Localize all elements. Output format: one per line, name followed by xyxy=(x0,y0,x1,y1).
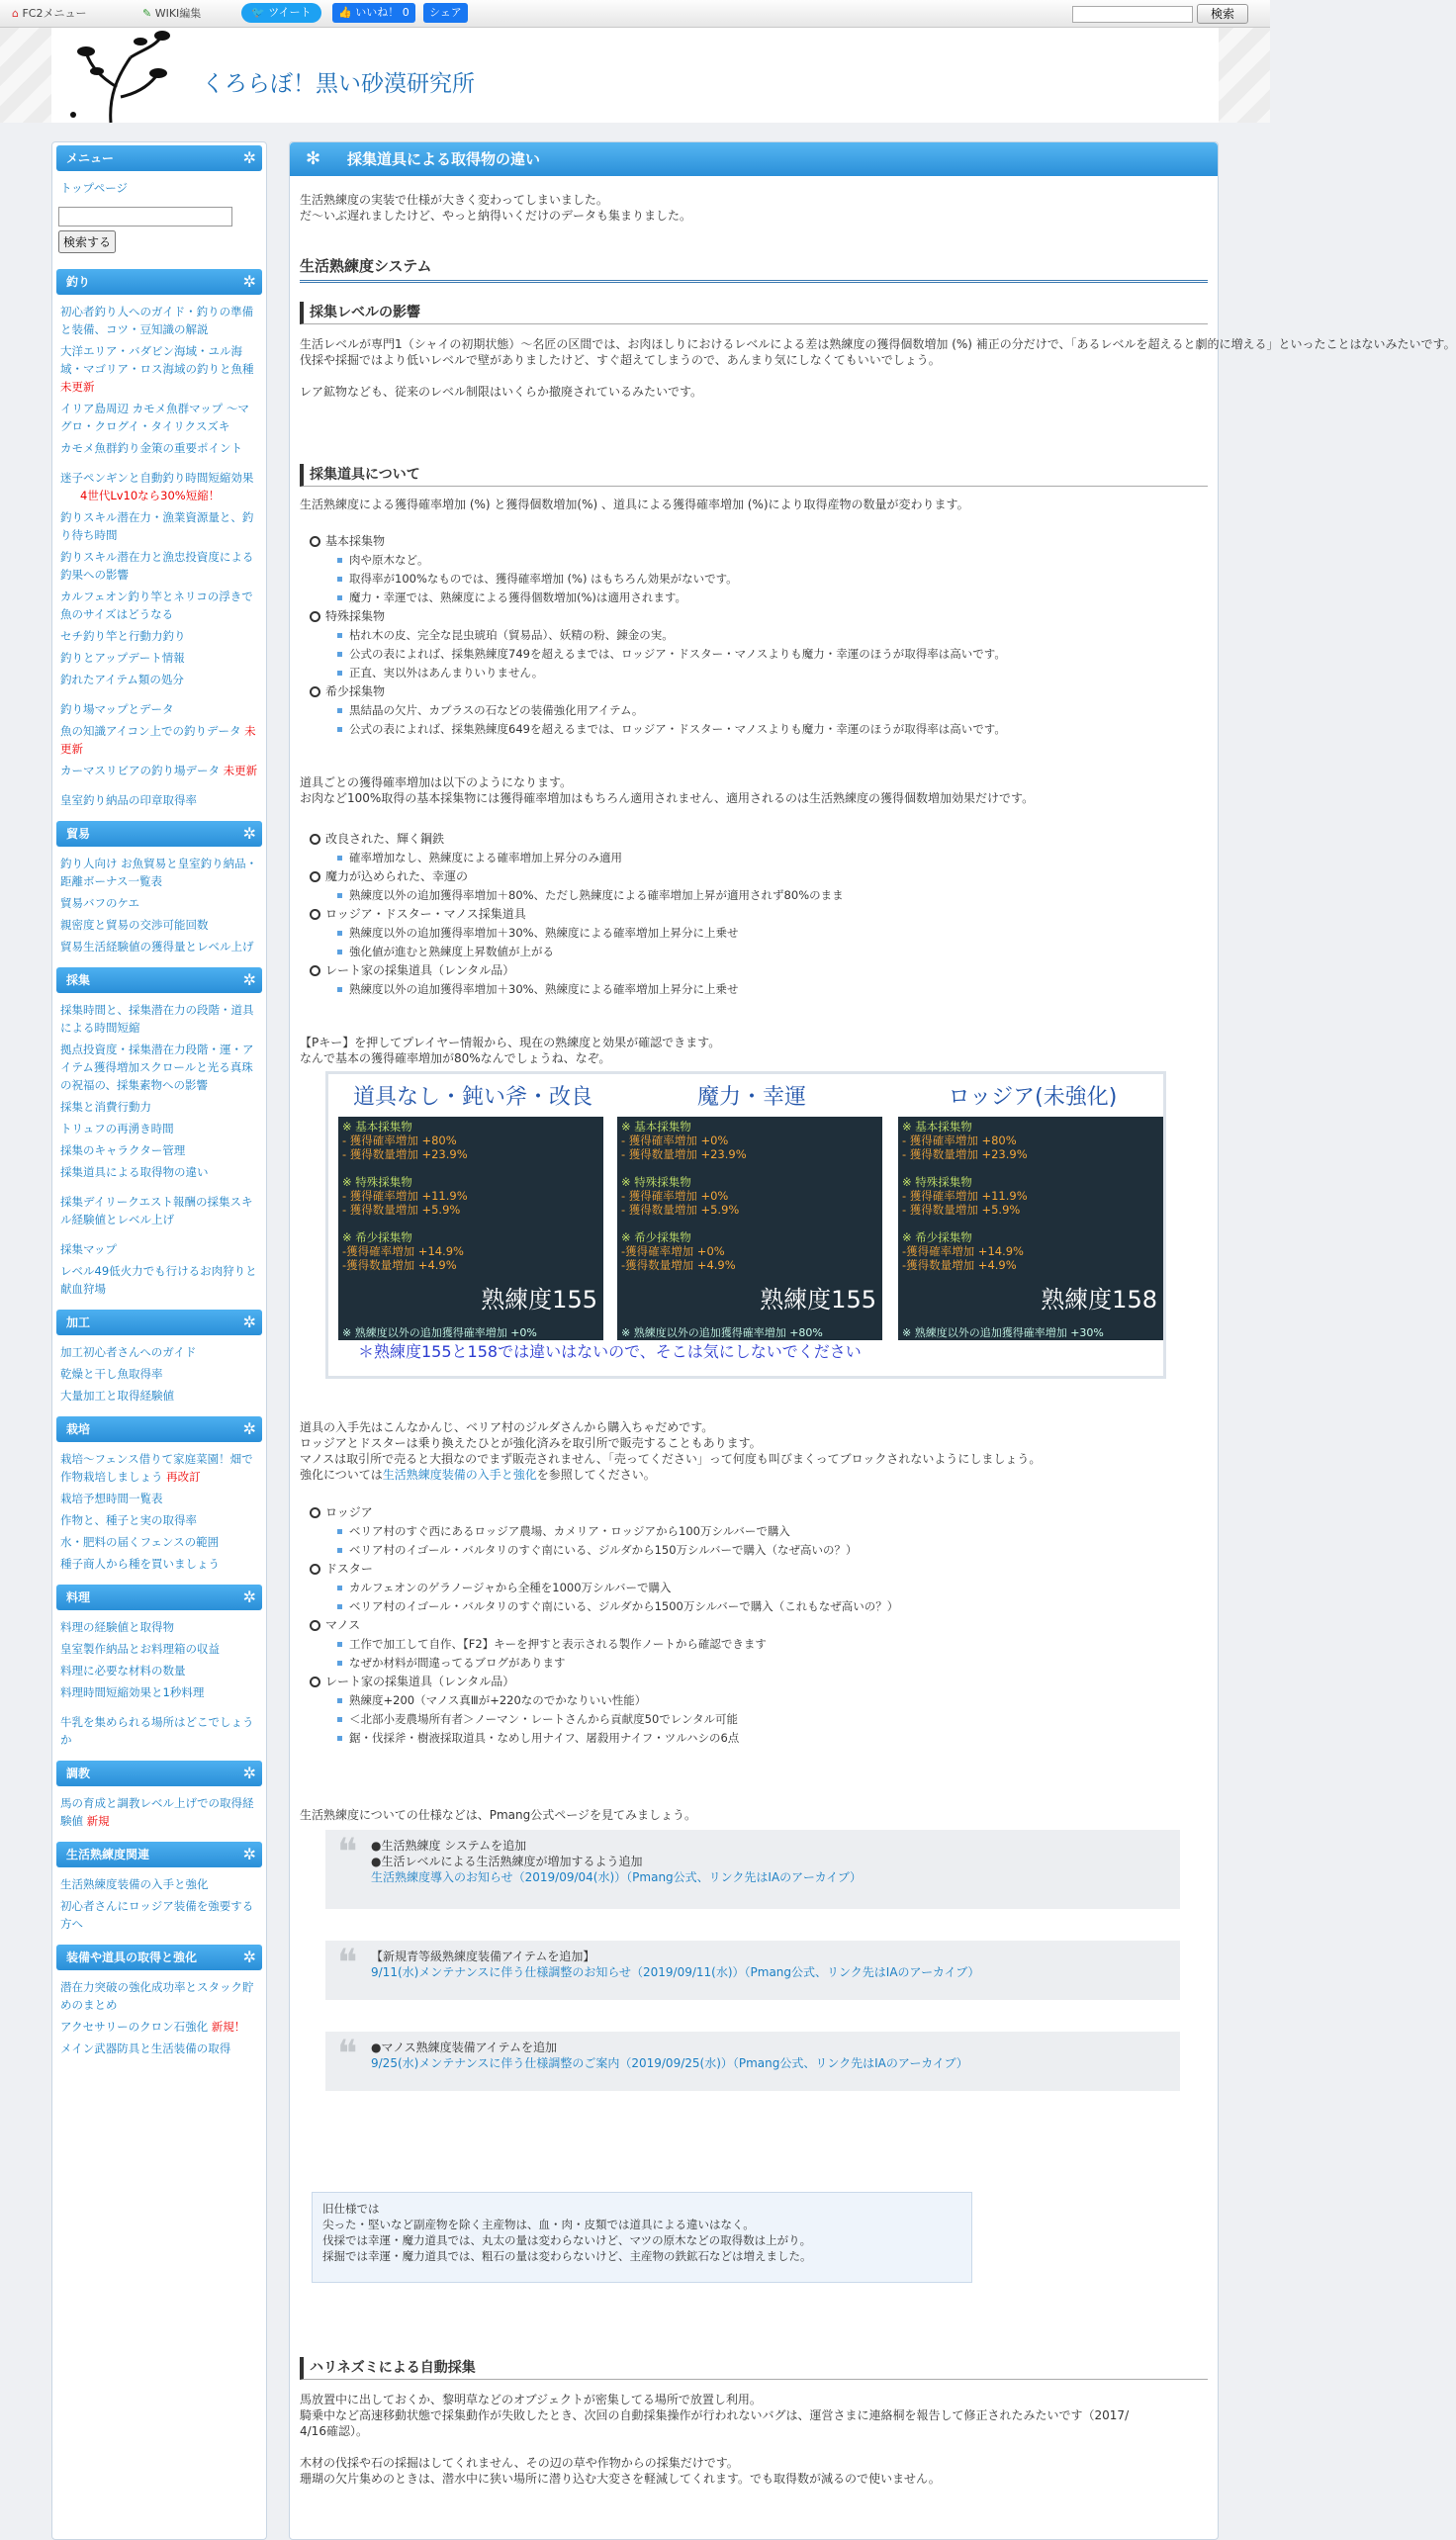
sidebar-section-links xyxy=(52,1335,266,1405)
old-spec-line: 伐採では幸運・魔力道具では、丸太の量は変わらないけど、マツの原木などの取得数は上がり。 xyxy=(322,2233,812,2247)
quote-mark-icon: ❝ xyxy=(337,2032,358,2075)
source-list-subitem: 工作で加工して自作、【F2】キーを押すと表示される製作ノートから確認できます xyxy=(337,1636,767,1652)
sidebar-menu-title: メニュー xyxy=(66,151,115,165)
star-icon: ✲ xyxy=(242,1419,256,1438)
sidebar-link[interactable]: トリュフの再湧き時間 xyxy=(60,1122,174,1135)
body-line: 木材の伐採や石の採掘はしてくれません、その辺の草や作物からの採集だけです。 xyxy=(300,2456,739,2470)
intro-line: 生活熟練度の実装で仕様が大きく変わってしまいました。 xyxy=(300,193,608,207)
stats-panel-note: ＊熟練度155と158では違いはないので、そこは気にしないでください xyxy=(358,1342,862,1361)
sidebar-section-title: 料理 xyxy=(66,1590,91,1604)
sidebar-section-header xyxy=(56,1310,262,1335)
sidebar-link[interactable]: 親密度と貿易の交渉可能回数 xyxy=(60,918,209,932)
stats-column-heading: 魔力・幸運 xyxy=(696,1085,806,1110)
rate-list-subitem: 熟練度以外の追加獲得率増加＋80%、ただし熟練度による確率増加上昇が適用されず80%のまま xyxy=(337,887,844,903)
sidebar-top-link[interactable]: トップページ xyxy=(60,181,128,195)
sidebar-link[interactable]: 種子商人から種を買いましょう xyxy=(60,1557,220,1571)
sidebar-link[interactable]: 初心者釣り人へのガイド・釣りの準備と装備、コツ・豆知識の解説 xyxy=(60,305,254,336)
sidebar-section-header xyxy=(56,1585,262,1610)
new-badge: 未更新 xyxy=(60,380,95,394)
sidebar-link[interactable]: 採集と消費行動力 xyxy=(60,1100,151,1114)
rate-list-item: ロッジア・ドスター・マノス採集道具 xyxy=(310,906,526,922)
site-title[interactable]: くろらぼ！黒い砂漠研究所 xyxy=(202,71,475,97)
rate-list-subitem: 強化値が進むと熟練度上昇数値が上がる xyxy=(337,944,554,959)
old-spec-line: 採掘では幸運・魔力道具では、粗石の量は変わらないけど、主産物の鉄鉱石などは増えました。 xyxy=(322,2249,812,2263)
sidebar-section-links xyxy=(52,1610,266,1749)
stats-line: ※ 希少採集物 xyxy=(902,1230,972,1244)
body-line: レア鉱物なども、従来のレベル制限はいくらか撤廃されているみたいです。 xyxy=(300,385,703,399)
sidebar-link[interactable]: 料理の経験値と取得物 xyxy=(60,1620,174,1634)
sidebar-link[interactable]: アクセサリーのクロン石強化 新規！ xyxy=(60,2020,246,2034)
tool-list-subitem: 黒結晶の欠片、カプラスの石などの装備強化用アイテム。 xyxy=(337,702,643,718)
top-search-input[interactable] xyxy=(1072,6,1193,23)
old-spec-box xyxy=(312,2192,972,2283)
sidebar-section-title: 貿易 xyxy=(66,827,91,841)
fc2-menu[interactable] xyxy=(12,5,87,21)
sidebar-link[interactable]: 釣れたアイテム類の処分 xyxy=(60,673,184,686)
sidebar-section-links xyxy=(52,1442,266,1573)
crown-icon: ✻ xyxy=(306,148,321,169)
sidebar-link[interactable]: 料理時間短縮効果と1秒料理 xyxy=(60,1685,205,1699)
stats-line: ※ 基本採集物 xyxy=(902,1120,972,1134)
tool-list-subitem: 公式の表によれば、採集熟練度649を超えるまでは、ロッジア・ドスター・マノスよりも魔力・幸運のほうが取得率は高いです。 xyxy=(337,721,1006,737)
sidebar-link[interactable]: 釣りスキル潜在力・漁業資源量と、釣り待ち時間 xyxy=(60,510,254,542)
sidebar-link[interactable]: 潜在力突破の強化成功率とスタック貯めのまとめ xyxy=(60,1980,254,2012)
header-panel xyxy=(51,28,1219,123)
star-icon: ✲ xyxy=(242,970,256,989)
sidebar-link[interactable]: 加工初心者さんへのガイド xyxy=(60,1345,197,1359)
star-icon: ✲ xyxy=(242,1764,256,1782)
body-line: 伐採や採掘ではより低いレベルで壁がありましたけど、すぐ超えてしまうので、あんまり気にしなくてもいいでしょう。 xyxy=(300,353,941,367)
sidebar-link[interactable]: 貿易生活経験値の獲得量とレベル上げ xyxy=(60,940,254,953)
stats-line: ※ 希少採集物 xyxy=(342,1230,412,1244)
sidebar-section-title: 採集 xyxy=(66,973,91,987)
stats-line: -獲得確率増加 +14.9% xyxy=(902,1244,1024,1258)
sidebar-link[interactable]: 栽培～フェンス借りて家庭菜園！畑で作物栽培しましょう 再改訂 xyxy=(60,1452,253,1484)
sidebar-section-links xyxy=(52,1867,266,1933)
subsection-heading: ハリネズミによる自動採集 xyxy=(300,2357,1208,2380)
sidebar-link[interactable]: 釣り場マップとデータ xyxy=(60,702,174,716)
house-icon: ⌂ xyxy=(12,7,19,20)
sidebar-link[interactable]: メイン武器防具と生活装備の取得 xyxy=(60,2041,231,2055)
body-line: 生活熟練度による獲得確率増加 (%) と獲得個数増加(%) 、道具による獲得確率増加 (%)により取得産物の数量が変わります。 xyxy=(300,498,969,511)
quote-link[interactable]: 9/25(水)メンテナンスに伴う仕様調整のご案内（2019/09/25(水)）（Pmang公式、リンク先はIAのアーカイブ） xyxy=(371,2056,968,2070)
sidebar-link[interactable]: 貿易バフのケエ xyxy=(60,896,140,910)
sidebar-section-title: 調教 xyxy=(66,1767,91,1780)
stats-line: -獲得確率増加 +14.9% xyxy=(342,1244,464,1258)
stats-line: - 獲得確率増加 +80% xyxy=(902,1134,1017,1147)
body-line: 珊瑚の欠片集めのときは、潜水中に狭い場所に潜り込む大変さを軽減してくれます。でも取得数が減るので使いません。 xyxy=(300,2472,941,2486)
stats-line: ※ 基本採集物 xyxy=(342,1120,412,1134)
source-list-item: レート家の採集道具（レンタル品） xyxy=(310,1674,514,1689)
sidebar-link[interactable]: 水・肥料の届くフェンスの範囲 xyxy=(60,1535,220,1549)
stats-footnote: ※ 熟練度以外の追加獲得確率増加 +30% xyxy=(902,1326,1104,1339)
sidebar-section-title: 加工 xyxy=(66,1315,91,1329)
tool-list-subitem: 正直、実以外はあんまりいりません。 xyxy=(337,665,543,680)
sidebar-link[interactable]: 採集マップ xyxy=(60,1242,118,1256)
tweet-label: ツイート xyxy=(268,6,312,19)
share-button[interactable]: シェア xyxy=(423,3,468,23)
stats-line: ※ 希少採集物 xyxy=(621,1230,691,1244)
star-icon: ✲ xyxy=(242,1588,256,1606)
mastery-value: 熟練度158 xyxy=(1041,1286,1157,1314)
body-line: 馬放置中に出しておくか、黎明草などのオブジェクトが密集してる場所で放置し利用。 xyxy=(300,2393,762,2406)
main-content xyxy=(289,141,1456,2540)
sidebar-section-links xyxy=(52,847,266,955)
source-list-subitem: 鋸・伐採斧・樹液採取道具・なめし用ナイフ、屠殺用ナイフ・ツルハシの6点 xyxy=(337,1730,739,1746)
stats-panel-column xyxy=(898,1080,1167,1339)
body-line: ロッジアとドスターは乗り換えたひとが強化済みを取引所で販売することもあります。 xyxy=(300,1436,762,1450)
like-label: いいね！ 0 xyxy=(355,6,410,19)
body-line: 生活熟練度についての仕様などは、Pmang公式ページを見てみましょう。 xyxy=(300,1808,697,1822)
wiki-edit-label: WIKI編集 xyxy=(154,7,202,20)
stats-line: ※ 基本採集物 xyxy=(621,1120,691,1134)
star-icon: ✲ xyxy=(242,272,256,291)
star-icon: ✲ xyxy=(242,824,256,843)
stats-line: ※ 特殊採集物 xyxy=(621,1175,691,1189)
sidebar-link[interactable]: 採集デイリークエスト報酬の採集スキル経験値とレベル上げ xyxy=(60,1195,253,1226)
sidebar-link[interactable]: 生活熟練度装備の入手と強化 xyxy=(60,1877,209,1891)
body-line: 強化については生活熟練度装備の入手と強化を参照してください。 xyxy=(300,1468,656,1482)
sidebar-link[interactable]: 乾燥と干し魚取得率 xyxy=(60,1367,163,1381)
sidebar-link[interactable]: カーマスリビアの釣り場データ 未更新 xyxy=(60,764,258,777)
sidebar-link[interactable]: 拠点投資度・採集潜在力段階・運・アイテム獲得増加スクロールと光る真珠の祝福の、採集素物への影響 xyxy=(60,1043,254,1092)
source-list-item: マノス xyxy=(310,1617,360,1633)
sidebar-section-title: 栽培 xyxy=(66,1422,91,1436)
page-title: 採集道具による取得物の違い xyxy=(347,150,541,168)
mastery-value: 熟練度155 xyxy=(760,1286,876,1314)
mastery-gear-link[interactable]: 生活熟練度装備の入手と強化 xyxy=(382,1468,537,1482)
quote-line: ●マノス熟練度装備アイテムを追加 xyxy=(371,2041,557,2054)
stats-line: -獲得数量増加 +4.9% xyxy=(902,1258,1017,1272)
quote-link[interactable]: 9/11(水)メンテナンスに伴う仕様調整のお知らせ（2019/09/11(水)）（Pmang公式、リンク先はIAのアーカイブ） xyxy=(371,1965,980,1979)
quote-block xyxy=(325,1941,1180,2000)
quote-block xyxy=(325,2032,1180,2091)
sidebar-link[interactable]: レベル49低火力でも行けるお肉狩りと献血狩場 xyxy=(60,1264,257,1296)
top-search-button[interactable]: 検索 xyxy=(1197,4,1248,24)
sidebar-link[interactable]: 料理に必要な材料の数量 xyxy=(60,1664,186,1678)
sidebar-section-links xyxy=(52,993,266,1298)
stats-line: - 獲得数量増加 +23.9% xyxy=(902,1147,1028,1161)
quote-mark-icon: ❝ xyxy=(337,1830,358,1873)
body-line: 【Pキー】を押してプレイヤー情報から、現在の熟練度と効果が確認できます。 xyxy=(300,1036,721,1049)
source-list-item: ドスター xyxy=(310,1561,373,1577)
sidebar-link[interactable]: 馬の育成と調教レベル上げでの取得経験値 新規 xyxy=(60,1796,254,1828)
body-line: マノスは取引所で売ると大損なのでまず販売されません、「売ってください」って何度も叫びまくってブロックされないようにしましょう。 xyxy=(300,1452,1042,1466)
fc2-menu-label: FC2メニュー xyxy=(22,7,87,20)
source-list-item: ロッジア xyxy=(310,1504,373,1520)
quote-block xyxy=(325,1830,1180,1909)
sidebar xyxy=(51,141,267,2540)
sidebar-content xyxy=(52,142,266,2057)
tool-list-item: 特殊採集物 xyxy=(310,608,385,624)
body-line: 生活レベルが専門1（シャイの初期状態）～名匠の区間では、お肉ほしりにおけるレベルによる差は熟練度の獲得個数増加 (%) 補正の分だけで、「あるレベルを超えると劇的に増える」といったことはないみたいです。 xyxy=(300,337,1456,351)
stats-column-heading: 道具なし・鈍い斧・改良 xyxy=(352,1085,592,1110)
stats-box xyxy=(617,1117,882,1340)
thumb-icon: 👍 xyxy=(338,6,352,19)
tool-list-item: 希少採集物 xyxy=(310,683,385,699)
sidebar-link[interactable]: 栽培予想時間一覧表 xyxy=(60,1492,163,1505)
stats-line: - 獲得数量増加 +23.9% xyxy=(342,1147,468,1161)
sidebar-section-header xyxy=(56,821,262,847)
sidebar-section-title: 生活熟練度関連 xyxy=(66,1848,150,1861)
sidebar-link[interactable]: 釣りとアップデート情報 xyxy=(60,651,185,665)
sidebar-link[interactable]: 皇室釣り納品の印章取得率 xyxy=(60,793,197,807)
sidebar-section-header xyxy=(56,1761,262,1786)
sidebar-section-header xyxy=(56,269,262,295)
sidebar-link[interactable]: カモメ魚群釣り金策の重要ポイント xyxy=(60,441,242,455)
sidebar-link[interactable]: 大量加工と取得経験値 xyxy=(60,1389,174,1403)
mastery-value: 熟練度155 xyxy=(481,1286,597,1314)
top-toolbar xyxy=(0,0,1270,28)
tool-list-subitem: 肉や原木など。 xyxy=(337,552,429,568)
new-badge: 未更新 xyxy=(60,724,256,756)
body-line: 4/16確認）。 xyxy=(300,2424,368,2438)
sidebar-section-header xyxy=(56,1945,262,1970)
stats-line: -獲得数量増加 +4.9% xyxy=(621,1258,736,1272)
quote-line: ●生活熟練度 システムを追加 xyxy=(371,1839,527,1853)
section-heading: 生活熟練度システム xyxy=(300,255,1208,283)
body-line: お肉など100%取得の基本採集物には獲得確率増加はもちろん適用されません、適用されるのは生活熟練度の獲得個数増加効果だけです。 xyxy=(300,791,1035,805)
sidebar-search xyxy=(52,197,266,257)
stats-line xyxy=(342,1217,599,1230)
stats-box xyxy=(338,1117,603,1340)
rate-list-item: 魔力が込められた、幸運の xyxy=(310,868,468,884)
sidebar-section-links xyxy=(52,295,266,809)
new-badge: 再改訂 xyxy=(162,1470,201,1484)
stats-line: - 獲得確率増加 +0% xyxy=(621,1189,729,1203)
quote-mark-icon: ❝ xyxy=(337,1941,358,1984)
tool-list-subitem: 枯れ木の皮、完全な昆虫琥珀（貿易品）、妖精の粉、錬金の実。 xyxy=(337,627,674,643)
source-list-subitem: ベリア村のイゴール・バルタリのすぐ南にいる、ジルダから150万シルバーで購入（なぜ高いの？） xyxy=(337,1542,857,1558)
sidebar-section-title: 装備や道具の取得と強化 xyxy=(66,1950,198,1964)
quote-line: ●生活レベルによる生活熟練度が増加するよう追加 xyxy=(371,1855,643,1868)
sidebar-search-input[interactable] xyxy=(58,207,232,227)
sidebar-link[interactable]: 採集のキャラクター管理 xyxy=(60,1143,186,1157)
flower-silhouette-logo xyxy=(51,28,190,123)
new-badge: 新規 xyxy=(83,1814,110,1828)
rate-list-subitem: 熟練度以外の追加獲得率増加＋30%、熟練度による確率増加上昇分に上乗せ xyxy=(337,981,739,997)
sidebar-link[interactable]: 大洋エリア・バダビン海域・ユル海域・マゴリア・ロス海域の釣りと魚種 未更新 xyxy=(60,344,254,394)
sidebar-link[interactable]: 迷子ペンギンと自動釣り時間短縮効果 xyxy=(60,471,254,485)
stats-box xyxy=(898,1117,1163,1340)
sidebar-section-header xyxy=(56,1416,262,1442)
sidebar-link[interactable]: セチ釣り竿と行動力釣り xyxy=(60,629,186,643)
tool-list-subitem: 魔力・幸運では、熟練度による獲得個数増加(%)は適用されます。 xyxy=(337,590,686,605)
stats-line: - 獲得確率増加 +0% xyxy=(621,1134,729,1147)
body-line: 道具の入手先はこんなかんじ、ベリア村のジルダさんから購入ちゃだめです。 xyxy=(300,1420,714,1434)
stats-column-heading: ロッジア(未強化) xyxy=(948,1085,1118,1110)
sidebar-search-button[interactable]: 検索する xyxy=(58,230,116,253)
sidebar-section-links xyxy=(52,1970,266,2057)
tweet-button[interactable] xyxy=(241,3,321,23)
sidebar-section-title: 釣り xyxy=(66,275,91,289)
stats-line: ※ 特殊採集物 xyxy=(902,1175,972,1189)
rate-list-subitem: 確率増加なし、熟練度による確率増加上昇分のみ適用 xyxy=(337,850,622,865)
source-list-subitem: ＜北部小麦農場所有者＞ノーマン・レートさんから貢献度50でレンタル可能 xyxy=(337,1711,738,1727)
tool-list-subitem: 取得率が100%なものでは、獲得確率増加 (%) はもちろん効果がないです。 xyxy=(337,571,738,587)
star-icon: ✲ xyxy=(242,1313,256,1331)
new-badge: 未更新 xyxy=(220,764,258,777)
like-button[interactable] xyxy=(332,3,415,23)
sidebar-link[interactable]: 釣り人向け お魚貿易と皇室釣り納品・距離ボーナス一覧表 xyxy=(60,857,258,888)
page-title-bar xyxy=(290,142,1218,176)
bird-icon: 🐦 xyxy=(251,6,265,19)
stats-line xyxy=(621,1161,878,1175)
rate-list-item: レート家の採集道具（レンタル品） xyxy=(310,962,514,978)
tool-list-item: 基本採集物 xyxy=(310,533,385,549)
sidebar-link[interactable]: 牛乳を集められる場所はどこでしょうか xyxy=(60,1715,254,1747)
sidebar-link[interactable]: 魚の知識アイコン上での釣りデータ 未更新 xyxy=(60,724,256,756)
star-icon: ✲ xyxy=(242,1845,256,1863)
star-icon: ✲ xyxy=(242,1948,256,1966)
star-icon: ✲ xyxy=(242,148,256,167)
stats-panel-image xyxy=(325,1071,1166,1379)
sidebar-link[interactable]: 採集時間と、採集潜在力の段階・道具による時間短縮 xyxy=(60,1003,254,1035)
stats-footnote: ※ 熟練度以外の追加獲得確率増加 +0% xyxy=(342,1326,537,1339)
stats-line: - 獲得確率増加 +11.9% xyxy=(902,1189,1028,1203)
stats-line xyxy=(902,1161,1159,1175)
subsection-heading: 採集レベルの影響 xyxy=(300,302,1208,324)
sidebar-note: 4世代Lv10なら30%短縮！ xyxy=(80,489,221,502)
sidebar-menu-header xyxy=(56,145,262,171)
old-spec-line: 尖った・堅いなど副産物を除く主産物は、血・肉・皮類では道具による違いはなく。 xyxy=(322,2218,755,2231)
tool-list-subitem: 公式の表によれば、採集熟練度749を超えるまでは、ロッジア・ドスター・マノスよりも魔力・幸運のほうが取得率は高いです。 xyxy=(337,646,1006,662)
sidebar-link[interactable]: 初心者さんにロッジア装備を強要する方へ xyxy=(60,1899,254,1931)
sidebar-link[interactable]: カルフェオン釣り竿とネリコの浮きで魚のサイズはどうなる xyxy=(60,590,253,621)
new-badge: 新規！ xyxy=(208,2020,246,2034)
stats-panel-column xyxy=(338,1080,607,1339)
stats-line xyxy=(621,1217,878,1230)
stats-line xyxy=(902,1217,1159,1230)
stats-line: - 獲得数量増加 +5.9% xyxy=(902,1203,1021,1217)
wiki-edit[interactable] xyxy=(142,5,201,21)
source-list-subitem: ベリア村のイゴール・バルタリのすぐ南にいる、ジルダから1500万シルバーで購入（これもなぜ高いの？） xyxy=(337,1598,898,1614)
stats-line xyxy=(342,1161,599,1175)
body-line: 騎乗中など高速移動状態で採集動作が失敗したとき、次回の自動採集操作が行われないバグは、運営さまに連絡桐を報告して修正されたみたいです（2017/ xyxy=(300,2408,1130,2422)
sidebar-link[interactable]: 採集道具による取得物の違い xyxy=(60,1165,209,1179)
stats-footnote: ※ 熟練度以外の追加獲得確率増加 +80% xyxy=(621,1326,823,1339)
body-line: なんで基本の獲得確率増加が80%なんでしょうね、なぞ。 xyxy=(300,1051,611,1065)
rate-list-item: 改良された、輝く鋼鉄 xyxy=(310,831,444,847)
stats-line: - 獲得確率増加 +80% xyxy=(342,1134,457,1147)
source-list-subitem: 熟練度+200（マノス真Ⅲが+220なのでかなりいい性能） xyxy=(337,1692,646,1708)
subsection-heading: 採集道具について xyxy=(300,464,1208,487)
sidebar-section-header xyxy=(56,967,262,993)
stats-line: - 獲得数量増加 +5.9% xyxy=(621,1203,740,1217)
source-list-subitem: なぜか材料が間違ってるブログがあります xyxy=(337,1655,566,1671)
stats-line: -獲得数量増加 +4.9% xyxy=(342,1258,457,1272)
sidebar-section-links xyxy=(52,1786,266,1830)
old-spec-line: 旧仕様では xyxy=(322,2202,380,2216)
body-line: 道具ごとの獲得確率増加は以下のようになります。 xyxy=(300,775,573,789)
sidebar-link[interactable]: 皇室製作納品とお料理箱の収益 xyxy=(60,1642,220,1656)
sidebar-link[interactable]: イリア島周辺 カモメ魚群マップ ～マグロ・クログイ・タイリクスズキ xyxy=(60,402,249,433)
sidebar-section-header xyxy=(56,1842,262,1867)
sidebar-link[interactable]: 作物と、種子と実の取得率 xyxy=(60,1513,197,1527)
site-header xyxy=(0,28,1270,123)
stats-line: - 獲得数量増加 +23.9% xyxy=(621,1147,747,1161)
stats-line: ※ 特殊採集物 xyxy=(342,1175,412,1189)
pencil-icon: ✎ xyxy=(142,7,152,20)
sidebar-link[interactable]: 釣りスキル潜在力と漁忠投資度による釣果への影響 xyxy=(60,550,254,582)
quote-line: 【新規青等級熟練度装備アイテムを追加】 xyxy=(371,1950,595,1963)
stats-line: - 獲得数量増加 +5.9% xyxy=(342,1203,461,1217)
stats-panel-column xyxy=(617,1080,886,1339)
stats-line: -獲得確率増加 +0% xyxy=(621,1244,725,1258)
stats-line: - 獲得確率増加 +11.9% xyxy=(342,1189,468,1203)
source-list-subitem: カルフェオンのゲラノージャから全種を1000万シルバーで購入 xyxy=(337,1580,671,1595)
source-list-subitem: ベリア村のすぐ西にあるロッジア農場、カメリア・ロッジアから100万シルバーで購入 xyxy=(337,1523,790,1539)
intro-line: だ～いぶ遅れましたけど、やっと納得いくだけのデータも集まりました。 xyxy=(300,209,692,223)
rate-list-subitem: 熟練度以外の追加獲得率増加＋30%、熟練度による確率増加上昇分に上乗せ xyxy=(337,925,739,941)
quote-link[interactable]: 生活熟練度導入のお知らせ（2019/09/04(水)）（Pmang公式、リンク先はIAのアーカイブ） xyxy=(371,1870,862,1884)
